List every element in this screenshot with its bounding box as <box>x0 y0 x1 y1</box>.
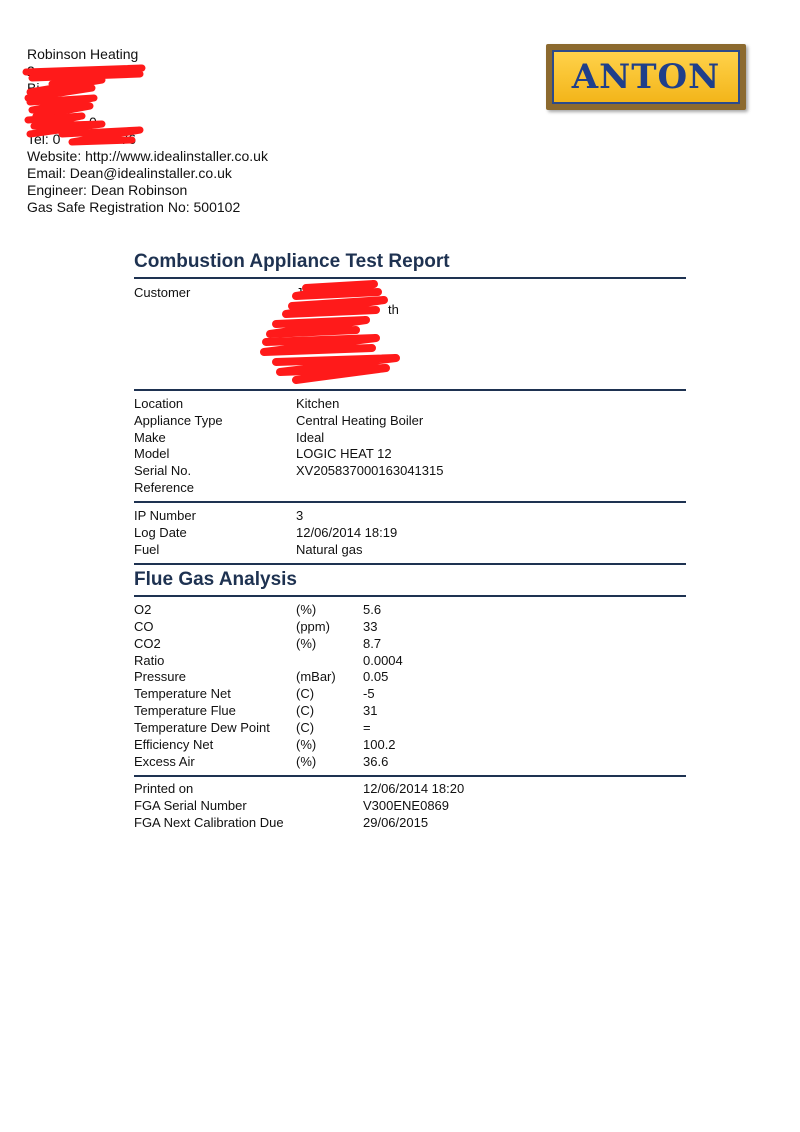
report-title: Combustion Appliance Test Report <box>134 251 450 272</box>
flue-label: Efficiency Net <box>134 737 214 752</box>
flue-table-rule <box>134 775 686 777</box>
fga-calibration-value: 29/06/2015 <box>363 815 429 830</box>
make-label: Make <box>134 430 166 445</box>
fga-calibration-label: FGA Next Calibration Due <box>134 815 284 830</box>
customer-rule <box>134 389 686 391</box>
flue-unit: (C) <box>296 720 315 735</box>
flue-row-dew-point <box>134 719 686 736</box>
flue-value: -5 <box>363 686 375 701</box>
ip-number-label: IP Number <box>134 508 196 523</box>
flue-row-efficiency <box>134 736 686 753</box>
make-row <box>134 429 686 446</box>
appliance-type-row <box>134 412 686 429</box>
customer-address-fragment: th <box>388 302 399 317</box>
flue-value: 0.05 <box>363 669 389 684</box>
model-row <box>134 445 686 462</box>
customer-name: James Wh <box>296 285 358 300</box>
fuel-label: Fuel <box>134 542 160 557</box>
location-row <box>134 395 686 412</box>
fuel-value: Natural gas <box>296 542 363 557</box>
flue-unit: (C) <box>296 703 315 718</box>
printed-on-row <box>134 780 686 797</box>
flue-label: CO <box>134 619 154 634</box>
address-line-2-end: ad <box>120 63 137 79</box>
telephone-suffix: 76 <box>120 131 137 147</box>
engineer: Engineer: Dean Robinson <box>27 182 188 198</box>
flue-value: 8.7 <box>363 636 382 651</box>
anton-logo <box>546 44 746 110</box>
model-label: Model <box>134 446 170 461</box>
flue-row-temp-net <box>134 685 686 702</box>
flue-unit: (%) <box>296 737 317 752</box>
flue-row-pressure <box>134 668 686 685</box>
flue-row-o2 <box>134 601 686 618</box>
location-value: Kitchen <box>296 396 340 411</box>
fga-serial-value: V300ENE0869 <box>363 798 450 813</box>
appliance-type-label: Appliance Type <box>134 413 223 428</box>
flue-value: 5.6 <box>363 602 382 617</box>
flue-value: 31 <box>363 703 378 718</box>
appliance-rule <box>134 501 686 503</box>
flue-row-co2 <box>134 635 686 652</box>
appliance-type-value: Central Heating Boiler <box>296 413 424 428</box>
flue-label: Pressure <box>134 669 187 684</box>
printed-on-value: 12/06/2014 18:20 <box>363 781 465 796</box>
flue-title-rule <box>134 595 686 597</box>
flue-gas-title: Flue Gas Analysis <box>134 569 297 590</box>
fuel-row <box>134 541 686 558</box>
gas-safe-registration: Gas Safe Registration No: 500102 <box>27 199 241 215</box>
flue-value: 36.6 <box>363 754 389 769</box>
printed-on-label: Printed on <box>134 781 194 796</box>
log-rule <box>134 563 686 565</box>
fga-serial-label: FGA Serial Number <box>134 798 247 813</box>
anton-logo-plate <box>552 50 740 104</box>
model-value: LOGIC HEAT 12 <box>296 446 392 461</box>
customer-label: Customer <box>134 285 191 300</box>
flue-label: Temperature Net <box>134 686 231 701</box>
reference-label: Reference <box>134 480 194 495</box>
flue-value: 0.0004 <box>363 653 403 668</box>
ip-number-value: 3 <box>296 508 304 523</box>
serial-value: XV205837000163041315 <box>296 463 444 478</box>
website: Website: http://www.idealinstaller.co.uk <box>27 148 268 164</box>
flue-label: CO2 <box>134 636 161 651</box>
flue-row-ratio <box>134 652 686 669</box>
fga-serial-row <box>134 797 686 814</box>
flue-unit: (%) <box>296 602 317 617</box>
location-label: Location <box>134 396 184 411</box>
flue-row-co <box>134 618 686 635</box>
serial-label: Serial No. <box>134 463 192 478</box>
log-date-label: Log Date <box>134 525 187 540</box>
address-line-2-start: 2 <box>27 63 35 79</box>
address-line-5-text: 0 <box>89 114 97 130</box>
address-line-3: Bi <box>27 80 40 96</box>
flue-row-temp-flue <box>134 702 686 719</box>
flue-label: Ratio <box>134 653 165 668</box>
flue-unit: (mBar) <box>296 669 336 684</box>
log-date-value: 12/06/2014 18:19 <box>296 525 398 540</box>
anton-logo-text: ANTON <box>571 57 721 97</box>
address-redaction <box>22 64 152 148</box>
telephone-prefix: Tel: 0 <box>27 131 61 147</box>
flue-value: 100.2 <box>363 737 396 752</box>
serial-row <box>134 462 686 479</box>
email: Email: Dean@idealinstaller.co.uk <box>27 165 232 181</box>
flue-value: 33 <box>363 619 378 634</box>
flue-label: O2 <box>134 602 152 617</box>
log-date-row <box>134 524 686 541</box>
flue-unit: (ppm) <box>296 619 330 634</box>
reference-row <box>134 479 686 496</box>
flue-row-excess-air <box>134 753 686 770</box>
flue-label: Temperature Dew Point <box>134 720 270 735</box>
flue-unit: (C) <box>296 686 315 701</box>
fga-calibration-row <box>134 814 686 831</box>
customer-redaction <box>256 280 416 384</box>
flue-value: = <box>363 720 371 735</box>
flue-unit: (%) <box>296 636 317 651</box>
title-rule <box>134 277 686 279</box>
flue-label: Excess Air <box>134 754 195 769</box>
make-value: Ideal <box>296 430 325 445</box>
ip-number-row <box>134 507 686 524</box>
flue-unit: (%) <box>296 754 317 769</box>
flue-label: Temperature Flue <box>134 703 236 718</box>
company-name: Robinson Heating <box>27 46 139 62</box>
